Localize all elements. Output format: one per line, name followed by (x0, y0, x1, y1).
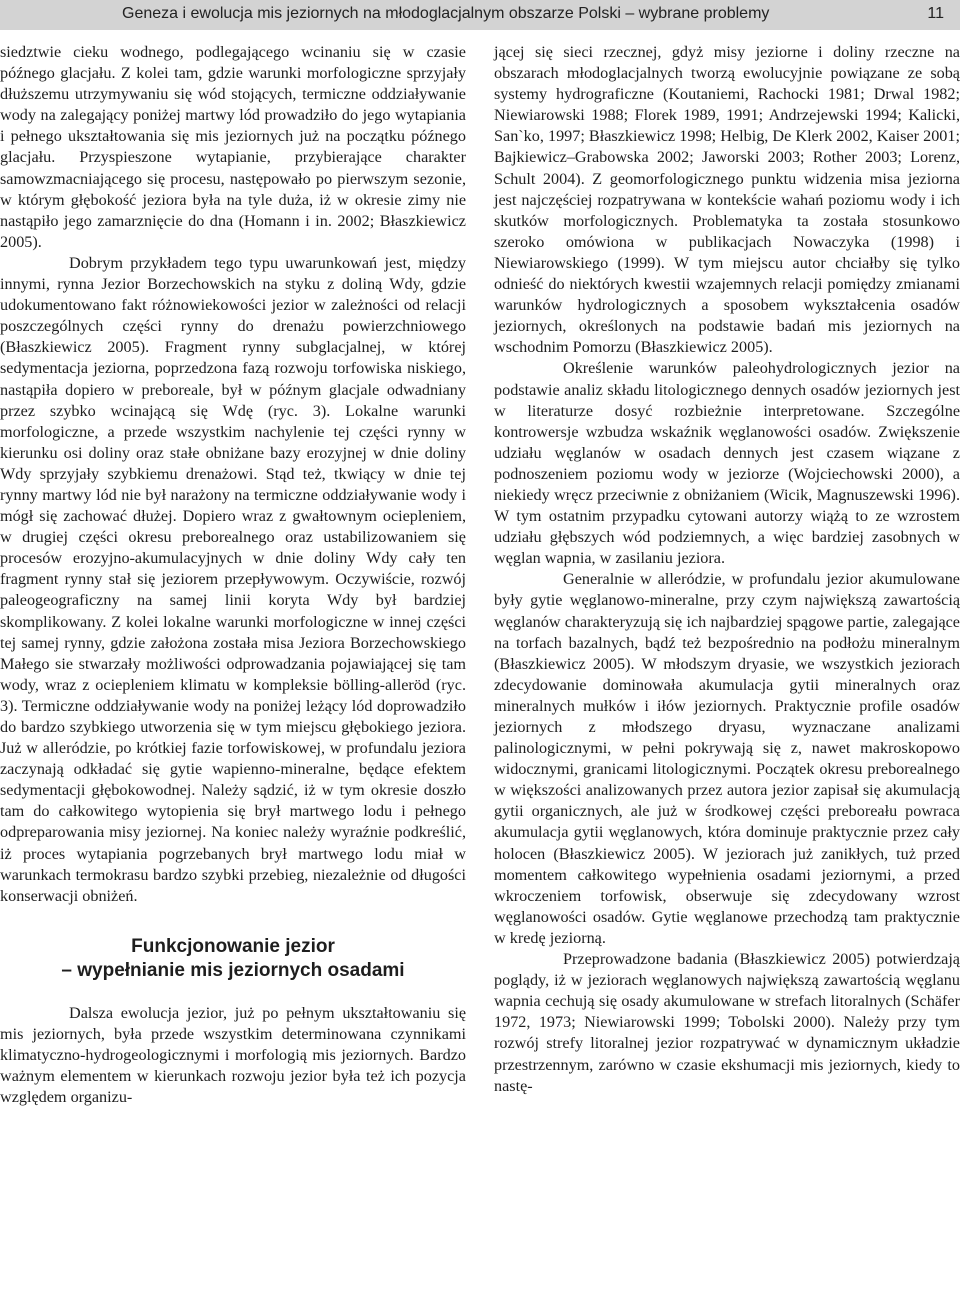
paragraph: Dalsza ewolucja jezior, już po pełnym ukształtowaniu się mis jeziornych, była przede wszystkim determinowana czynnikami klimatyczno-hydrogeologicznymi i morfologią mis jeziornych. Bardzo ważnym elementem w kierunkach rozwoju jezior była też ich pozycja względem organizu- (0, 1003, 466, 1107)
paragraph: Generalnie w alleródzie, w profundalu jezior akumulowane były gytie węglanowo-mineralne, przy czym największą zawartością węglanów charakteryzują się ich najbardziej spągowe partie, zalegające na torfach bazalnych, bądź też bezpośrednio na podłożu mineralnym (Błaszkiewicz 2005). W młodszym dryasie, we wszystkich jeziorach zdecydowanie dominowała akumulacja gytii mineralnych oraz mineralnych mułków i iłów jeziornych. Praktycznie profile osadów jeziornych z młodszego dryasu, wyznaczane analizami palinologicznymi, w pełni pokrywają się z, nawet makroskopowo widocznymi, granicami litologicznymi. Początek okresu preborealnego w większości analizowanych przez autora jezior zapisał się akumulacją gytii organicznych, ale już w środkowej części preboreału powraca akumulacja gytii węglanowych, która dominuje praktycznie przez cały holocen (Błaszkiewicz 2005). W jeziorach już zanikłych, tuż przed momentem całkowitego wypełnienia osadami jeziornymi, a przed wkroczeniem torfowisk, obserwuje się zdecydowany wzrost węglanowości osadów. Gytie węglanowe przechodzą tam praktycznie w kredę jeziorną. (494, 570, 960, 947)
paragraph: jącej się sieci rzecznej, gdyż misy jeziorne i doliny rzeczne na obszarach młodoglacjalnych tworzą ewolucyjnie powiązane ze sobą systemy hydrograficzne (Koutaniemi, Rachocki 1981; Drwal 1982; Niewiarowski 1988; Florek 1989, 1991; Andrzejewski 1994; Kalicki, San`ko, 1997; Błaszkiewicz 1998; Helbig, De Klerk 2002, Kaiser 2001; Bajkiewicz–Grabowska 2002; Jaworski 2003; Rother 2003; Lorenz, Schult 2004). Z geomorfologicznego punktu widzenia misa jeziorna jest najczęściej rozpatrywana w kontekście wahań poziomu wody i ich skutków morfologicznych. Problematyka ta została stosunkowo szeroko omówiona w publikacjach Nowaczyka (1998) i Niewiarowskiego (1999). W tym miejscu autor chciałby się tylko odnieść do niektórych kwestii wzajemnych relacji pomiędzy zmianami warunków hydrologicznych a sposobem wykształcenia osadów jeziornych, określonych na podstawie badań mis jeziornych na wschodnim Pomorzu (Błaszkiewicz 2005). (494, 43, 960, 357)
section-heading (0, 935, 466, 983)
paragraph: Przeprowadzone badania (Błaszkiewicz 2005) potwierdzają poglądy, iż w jeziorach węglanowych największą zawartością węglanu wapnia cechują się osady akumulowane w strefach litoralnych (Schäfer 1972, 1973; Niewiarowski 1999; Tobolski 2000). Należy przy tym rozwój strefy litoralnej jezior rozpatrywać w dynamicznym układzie przestrzennym, zarówno w czasie ekshumacji mis jeziornych, kiedy to nastę- (494, 950, 960, 1095)
left-column (0, 42, 466, 1108)
paragraph: siedztwie cieku wodnego, podlegającego wcinaniu się w czasie późnego glacjału. Z kolei tam, gdzie warunki morfologiczne sprzyjały dłuższemu utrzymywaniu się wód stojących, termiczne oddziaływanie wody na zalegający poniżej martwy lód prowadziło do jego wytapiania i pełnego ukształtowania się mis jeziornych już na początku późnego glacjału. Przyspieszone wytapianie, przybierające charakter samowzmacniającego się procesu, następowało po pierwszym sezonie, w którym głębokość jeziora była na tyle duża, iż w okresie zimy nie nastąpiło jego zamarznięcie do dna (Homann i in. 2002; Błaszkiewicz 2005). (0, 43, 466, 251)
section-heading-line: – wypełnianie mis jeziornych osadami (61, 959, 405, 981)
running-header (0, 0, 960, 30)
running-title: Geneza i ewolucja mis jeziornych na młodoglacjalnym obszarze Polski – wybrane problemy (122, 5, 770, 22)
page-number: 11 (927, 5, 944, 22)
paragraph: Określenie warunków paleohydrologicznych jezior na podstawie analiz składu litologicznego dennych osadów jeziornych jest w literaturze dosyć rozbieżnie interpretowane. Szczególne kontrowersje wzbudza wskaźnik węglanowości osadów. Zwiększenie udziału węglanów w osadach dennych jest czasem wiązane z podnoszeniem poziomu wody w jeziorze (Wojciechowski 2000), a niekiedy wręcz przeciwnie z obniżaniem (Wicik, Magnuszewski 1996). W tym ostatnim przypadku cytowani autorzy wiążą to ze wzrostem udziału głębszych wód podziemnych, a więc bardziej zasobnych w węglan wapnia, w zasilaniu jeziora. (494, 359, 960, 568)
paragraph: Dobrym przykładem tego typu uwarunkowań jest, między innymi, rynna Jezior Borzechowskich na styku z doliną Wdy, gdzie udokumentowano fakt różnowiekowości jezior w zależności od relacji poszczególnych części rynny do drenażu powierzchniowego (Błaszkiewicz 2005). Fragment rynny subglacjalnej, w której sedymentacja jeziorna, poprzedzona fazą rozwoju torfowiska niskiego, nastąpiła dopiero w preboreale, był w późnym glacjale odwadniany przez szybko wcinającą się Wdę (ryc. 3). Lokalne warunki morfologiczne, a przede wszystkim nachylenie tej części rynny w kierunku osi doliny oraz stałe obniżane bazy erozyjnej w dnie doliny Wdy sprzyjały szybkiemu drenażowi. Stąd też, tkwiący w dnie tej rynny martwy lód nie był narażony na termiczne oddziaływanie wody i mógł się zachować dłużej. Dopiero wraz z gwałtownym ociepleniem, w drugiej części okresu preborealnego oraz ustabilizowaniem się procesów erozyjno-akumulacyjnych w dnie doliny Wdy cały ten fragment rynny stał się jeziorem przepływowym. Oczywiście, rozwój paleogeograficzny na samej linii koryta Wdy był bardziej skomplikowany. Z kolei lokalne warunki morfologiczne w innej części tej samej rynny, gdzie założona została misa Jeziora Borzechowskiego Małego sie stwarzały możliwości odprowadzania pojawiającej się tam wody, wraz z ociepleniem klimatu w kompleksie bölling-alleröd (ryc. 3). Termiczne oddziaływanie wody na poniżej leżący lód doprowadziło do bardzo szybkiego utworzenia się w tym miejscu głębokiego jeziora. Już w alleródzie, po krótkiej fazie torfowiskowej, w profundalu jeziora zaczynają odkładać się gytie wapienno-mineralne, będące efektem sedymentacji głębokowodnej. Należy sądzić, iż w tym okresie doszło tam do całkowitego wytopienia się brył martwego lodu i pełnego odpreparowania misy jeziornej. Na koniec należy wyraźnie podkreślić, iż proces wytapiania pogrzebanych brył martwego lodu miał w warunkach termokrasu bardzo szybki przebieg, niezależnie od długości konserwacji obniżeń. (0, 253, 466, 905)
section-heading-line: Funkcjonowanie jezior (131, 935, 335, 957)
right-column (494, 42, 960, 1097)
